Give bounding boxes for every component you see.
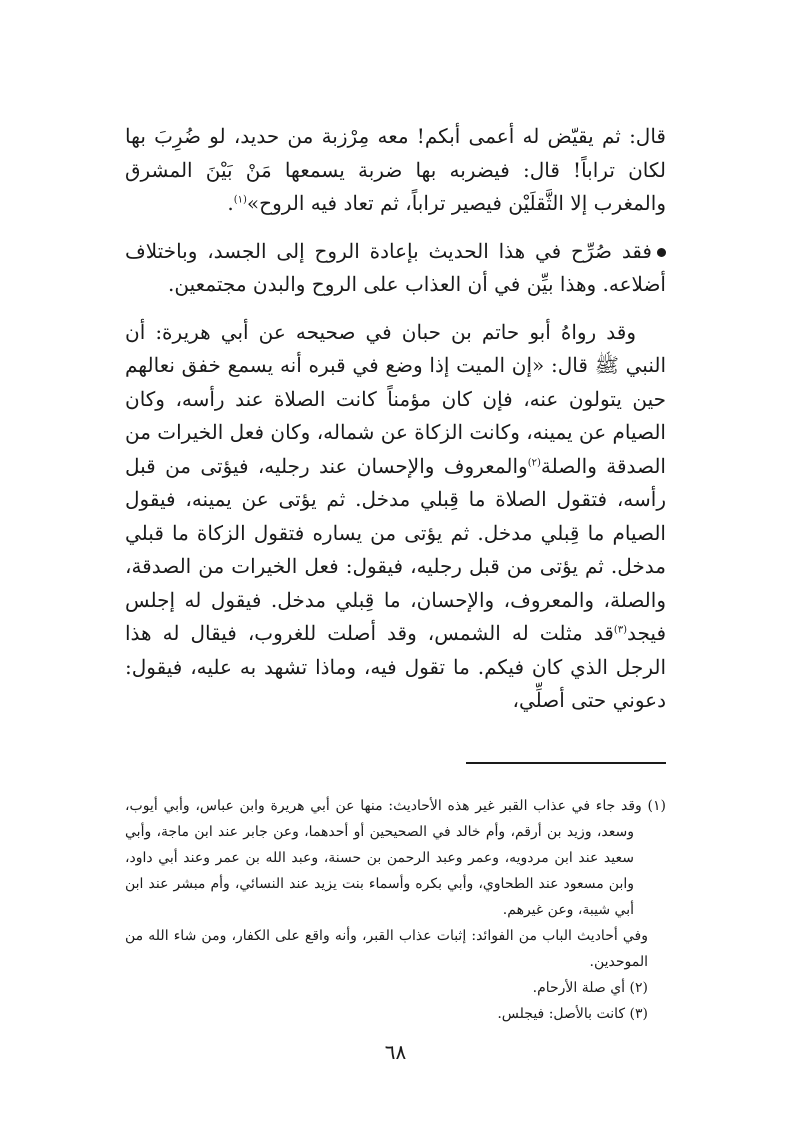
page-number: ٦٨ (384, 1040, 407, 1064)
main-text (125, 120, 666, 718)
footnote-ref-1: (١) (233, 194, 247, 206)
bullet-icon (657, 248, 666, 257)
paragraph-2-text: فقد صُرِّح في هذا الحديث بإعادة الروح إلى الجسد، وباختلاف أضلاعه. وهذا بيِّن في أن العذاب على الروح والبدن مجتمعين. (125, 238, 666, 296)
footnote-ref-2: (٢) (527, 456, 541, 468)
paragraph-1-text: قال: ثم يقيّض له أعمى أبكم! معه مِرْزبة من حديد، لو ضُرِبَ بها لكان تراباً! قال: فيضربه بها ضربة يسمعها مَنْ بَيْنَ المشرق والمغرب إلا الثَّقلَيْن فيصير تراباً، ثم تعاد فيه الروح» (125, 124, 666, 215)
paragraph-1 (125, 120, 666, 221)
footnote-1-continuation: وفي أحاديث الباب من الفوائد: إثبات عذاب القبر، وأنه واقع على الكفار، ومن شاء الله من الموحدين. (125, 928, 648, 970)
footnote-1-number: (١) (647, 798, 666, 814)
paragraph-2 (125, 235, 666, 302)
footnote-1 (125, 793, 666, 923)
paragraph-3-text-b: والمعروف والإحسان عند رجليه، فيؤتى من قبل رأسه، فتقول الصلاة ما قِبلي مدخل. ثم يؤتى عن يمينه، فيقول الصيام ما قِبلي مدخل. ثم يؤتى من يساره فتقول الزكاة ما قبلي مدخل. ثم يؤتى من قبل رجليه، فيقول: فعل الخيرات من الصدقة، والصلة، والمعروف، والإحسان، ما قِبلي مدخل. فيقول له إجلس فيجد (125, 453, 667, 645)
footnote-2: (٢) أي صلة الأرحام. (532, 980, 648, 996)
footnote-3: (٣) كانت بالأصل: فيجلس. (497, 1006, 648, 1022)
paragraph-3-text-c: قد مثلت له الشمس، وقد أصلت للغروب، فيقال له هذا الرجل الذي كان فيكم. ما تقول فيه، وماذا تشهد به عليه، فيقول: دعوني حتى أصلِّي، (125, 621, 666, 712)
footnote-1-text-a: وقد جاء في عذاب القبر غير هذه الأحاديث: منها عن أبي هريرة وابن عباس، وأبي أيوب، (125, 798, 642, 814)
footnote-separator (466, 762, 666, 764)
footnote-1-text-b: وسعد، وزيد بن أرقم، وأم خالد في الصحيحين أو أحدهما، وعن جابر عند ابن ماجة، وأبي سعيد عند ابن مردويه، وعمر وعبد الرحمن بن حسنة، وعبد الله بن عمر وعند أبي داود، وابن مسعود عند الطحاوي، وأبي بكره وأسماء بنت يزيد عند النسائي، وأم مبشر عند ابن أبي شيبة، وعن غيرهم. (125, 824, 634, 918)
footnote-ref-3: (٣) (613, 624, 627, 636)
paragraph-1-end: . (227, 191, 234, 215)
paragraph-3 (125, 316, 666, 718)
footnotes (125, 793, 666, 1027)
paragraph-3-text-a: وقد رواهُ أبو حاتم بن حبان في صحيحه عن أبي هريرة: أن النبي ﷺ قال: «إن الميت إذا وضع في قبره أنه يسمع خفق نعالهم حين يتولون عنه، فإن كان مؤمناً كانت الصلاة عند رأسه، وكان الصيام عن يمينه، وكانت الزكاة عن شماله، وكان فعل الخيرات من الصدقة والصلة (125, 319, 666, 478)
